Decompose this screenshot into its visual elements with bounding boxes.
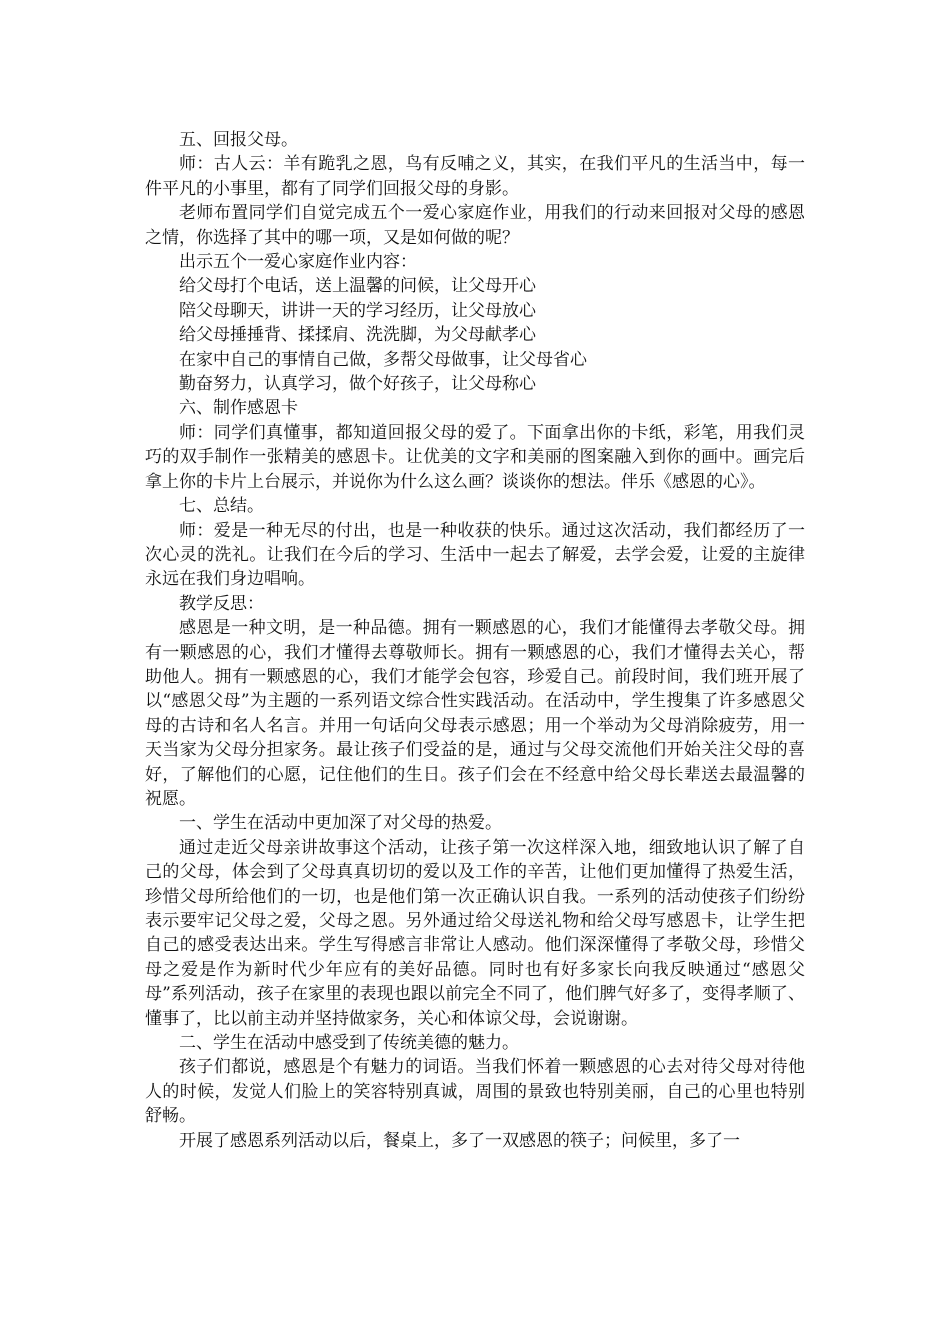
paragraph: 师：爱是一种无尽的付出，也是一种收获的快乐。通过这次活动，我们都经历了一次心灵的洗礼。让我们在今后的学习、生活中一起去了解爱，去学会爱，让爱的主旋律永远在我们身边唱响。 — [145, 520, 805, 590]
section-heading-5: 五、回报父母。 — [179, 130, 298, 150]
paragraph: 感恩是一种文明，是一种品德。拥有一颗感恩的心，我们才能懂得去孝敬父母。拥有一颗感恩的心，我们才懂得去尊敬师长。拥有一颗感恩的心，我们才懂得去关心，帮助他人。拥有一颗感恩的心，我们才能学会包容，珍爱自己。前段时间，我们班开展了以“感恩父母”为主题的一系列语文综合性实践活动。在活动中，学生搜集了许多感恩父母的古诗和名人名言。并用一句话向父母表示感恩；用一个举动为父母消除疲劳，用一天当家为父母分担家务。最让孩子们受益的是，通过与父母交流他们开始关注父母的喜好，了解他们的心愿，记住他们的生日。孩子们会在不经意中给父母长辈送去最温馨的祝愿。 — [145, 618, 805, 809]
list-item: 给父母打个电话，送上温馨的问候，让父母开心 — [179, 276, 536, 297]
document-body — [145, 128, 805, 1153]
list-item: 在家中自己的事情自己做，多帮父母做事，让父母省心 — [179, 349, 587, 370]
paragraph: 通过走近父母亲讲故事这个活动，让孩子第一次这样深入地，细致地认识了解了自己的父母，体会到了父母真真切切的爱以及工作的辛苦，让他们更加懂得了热爱生活，珍惜父母所给他们的一切，也是他们第一次正确认识自我。一系列的活动使孩子们纷纷表示要牢记父母之爱，父母之恩。另外通过给父母送礼物和给父母写感恩卡，让学生把自己的感受表达出来。学生写得感言非常让人感动。他们深深懂得了孝敬父母，珍惜父母之爱是作为新时代少年应有的美好品德。同时也有好多家长向我反映通过“感恩父母”系列活动，孩子在家里的表现也跟以前完全不同了，他们脾气好多了，变得孝顺了、懂事了，比以前主动并坚持做家务，关心和体谅父母，会说谢谢。 — [145, 837, 805, 1029]
paragraph: 出示五个一爱心家庭作业内容： — [179, 252, 417, 273]
list-item: 给父母捶捶背、揉揉肩、洗洗脚，为父母献孝心 — [179, 325, 536, 346]
paragraph: 孩子们都说，感恩是个有魅力的词语。当我们怀着一颗感恩的心去对待父母对待他人的时候，发觉人们脸上的笑容特别真诚，周围的景致也特别美丽，自己的心里也特别舒畅。 — [145, 1057, 805, 1127]
paragraph: 老师布置同学们自觉完成五个一爱心家庭作业，用我们的行动来回报对父母的感恩之情，你选择了其中的哪一项，又是如何做的呢？ — [145, 203, 805, 248]
subsection-heading-2: 二、学生在活动中感受到了传统美德的魅力。 — [179, 1033, 519, 1054]
section-heading-6: 六、制作感恩卡 — [179, 398, 298, 419]
paragraph: 师：古人云：羊有跪乳之恩，鸟有反哺之义，其实，在我们平凡的生活当中，每一件平凡的小事里，都有了同学们回报父母的身影。 — [145, 154, 805, 199]
paragraph: 开展了感恩系列活动以后，餐桌上，多了一双感恩的筷子；问候里，多了一 — [179, 1130, 740, 1151]
reflection-heading: 教学反思： — [179, 593, 264, 614]
subsection-heading-1: 一、学生在活动中更加深了对父母的热爱。 — [179, 813, 502, 834]
section-heading-7: 七、总结。 — [179, 496, 264, 517]
list-item: 陪父母聊天，讲讲一天的学习经历，让父母放心 — [179, 300, 536, 321]
list-item: 勤奋努力，认真学习，做个好孩子，让父母称心 — [179, 374, 536, 395]
paragraph: 师：同学们真懂事，都知道回报父母的爱了。下面拿出你的卡纸，彩笔，用我们灵巧的双手制作一张精美的感恩卡。让优美的文字和美丽的图案融入到你的画中。画完后拿上你的卡片上台展示，并说你为什么这么画？谈谈你的想法。伴乐《感恩的心》。 — [145, 422, 805, 492]
